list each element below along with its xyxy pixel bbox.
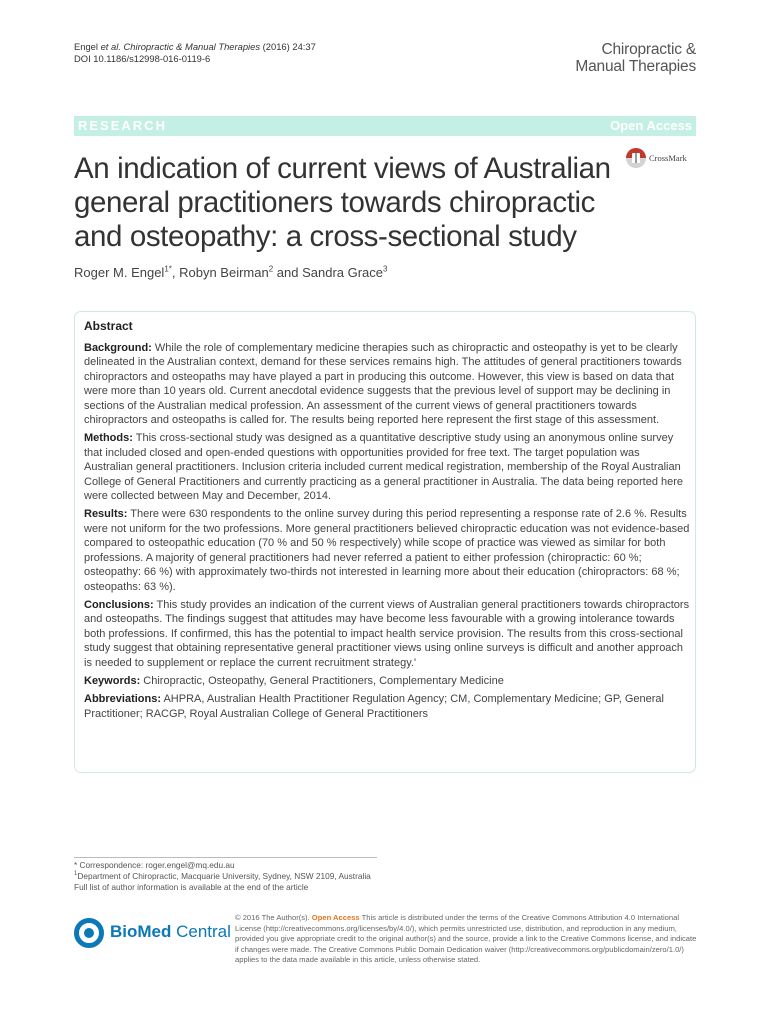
journal-logo — [575, 41, 696, 75]
publisher-name-rest: Central — [171, 922, 231, 941]
author-2[interactable]: , Robyn Beirman — [171, 265, 269, 280]
abbreviations-text: AHPRA, Australian Health Practitioner Regulation Agency; CM, Complementary Medicine; GP, General Practitioner; RACGP, Royal Australian College of General Practitioners — [84, 693, 664, 720]
citation-volume: (2016) 24:37 — [260, 41, 316, 52]
author-info-note: Full list of author information is available at the end of the article — [74, 882, 309, 892]
affiliation-number: 1 — [74, 871, 78, 878]
results-text: There were 630 respondents to the online survey during this period representing a response rate of 2.6 %. Results were not uniform for the two professions. More general practitioners believed chiropractic education was not evidence-based compared to osteopathic education (70 % and 50 % respectively) while scope of practice was viewed as similar for both professions. A majority of general practitioners had never referred a patient to either profession (chiropractic: 60 %; osteopathy: 66 %) with approximately two-thirds not interested in learning more about their education (chiropractors: 68 %; osteopaths: 63 %). — [84, 508, 690, 593]
biomed-central-logo — [74, 918, 234, 950]
abstract-background — [84, 341, 690, 427]
citation-etal: et al. — [100, 41, 121, 52]
abstract-keywords — [84, 674, 690, 688]
citation-line — [74, 41, 316, 53]
crossmark-button[interactable] — [626, 148, 700, 168]
keywords-label: Keywords: — [84, 674, 141, 687]
author-1-affiliation: 1* — [164, 264, 172, 274]
article-type-label: RESEARCH — [78, 118, 167, 133]
conclusions-text: This study provides an indication of the current views of Australian general practitioners towards chiropractors and osteopaths. The findings suggest that attitudes may have become less favourable with a growing intolerance towards both professions. If confirmed, this has the potential to impact health service provision. The results from this cross-sectional study suggest that obtaining representative general practitioner views using online surveys is difficult and another approach is needed to supplement or replace the current recruitment strategy.' — [84, 598, 690, 669]
author-1[interactable]: Roger M. Engel — [74, 265, 165, 280]
journal-logo-line1: Chiropractic & — [601, 41, 696, 58]
doi[interactable]: DOI 10.1186/s12998-016-0119-6 — [74, 53, 211, 64]
license-statement — [235, 913, 697, 966]
crossmark-icon — [626, 148, 646, 168]
publisher-name — [110, 922, 231, 942]
results-label: Results: — [84, 508, 128, 521]
abstract-box — [74, 311, 696, 773]
citation-journal: Chiropractic & Manual Therapies — [120, 41, 261, 52]
open-access-text: Open Access — [311, 913, 360, 922]
open-access-label: Open Access — [610, 118, 692, 133]
abstract-abbreviations — [84, 692, 690, 721]
abstract-results — [84, 507, 690, 593]
citation-header — [74, 41, 316, 65]
copyright-text: © 2016 The Author(s). — [235, 913, 312, 922]
biomed-central-icon — [74, 918, 104, 948]
methods-label: Methods: — [84, 432, 133, 445]
author-3-affiliation: 3 — [383, 264, 388, 274]
conclusions-label: Conclusions: — [84, 598, 154, 611]
abbreviations-label: Abbreviations: — [84, 693, 162, 706]
article-type-banner — [74, 116, 696, 136]
footnotes — [74, 860, 377, 893]
background-label: Background: — [84, 342, 152, 354]
author-list — [74, 265, 387, 280]
footnote-divider — [74, 857, 377, 858]
abstract-methods — [84, 431, 690, 503]
abstract-content — [84, 319, 690, 725]
abstract-conclusions — [84, 598, 690, 670]
affiliation-text: Department of Chiropractic, Macquarie University, Sydney, NSW 2109, Australia — [77, 871, 371, 881]
publisher-name-bold: BioMed — [110, 922, 172, 941]
keywords-text: Chiropractic, Osteopathy, General Practitioners, Complementary Medicine — [140, 674, 504, 687]
background-text: While the role of complementary medicine therapies such as chiropractic and osteopathy is yet to be clearly delineated in the Australian context, demand for these services remains high. The attitudes of general practitioners towards chiropractors and osteopaths may have played a part in producing this outcome. However, this view is based on data that were more than 10 years old. Current anecdotal evidence suggests that the previous level of support may be declining in sections of the Australian medical profession. An assessment of the current views of general practitioners towards chiropractors and osteopaths is called for. The results being reported here represent the first stage of this assessment. — [84, 342, 682, 427]
article-title: An indication of current views of Australian general practitioners towards chiropractic and osteopathy: a cross-sectional study — [74, 152, 611, 253]
author-3[interactable]: and Sandra Grace — [273, 265, 384, 280]
methods-text: This cross-sectional study was designed as a quantitative descriptive study using an anonymous online survey that included closed and open-ended questions with opportunities provided for free text. The target population was Australian general practitioners. Inclusion criteria included current medical registration, membership of the Royal Australian College of General Practitioners and currently practicing as a general practitioner in Australia. The data being reported here were collected between May and December, 2014. — [84, 432, 684, 503]
citation-author: Engel — [74, 41, 101, 52]
license-text: This article is distributed under the terms of the Creative Commons Attribution 4.0 International License (http://creativecommons.org/licenses/by/4.0/), which permits unrestricted use, distribution, and reproduction in any medium, provided you give appropriate credit to the original author(s) and the source, provide a link to the Creative Commons license, and indicate if changes were made. The Creative Commons Public Domain Dedication waiver (http://creativecommons.org/publicdomain/zero/1.0/) applies to the data made available in this article, unless otherwise stated. — [235, 913, 697, 965]
author-2-affiliation: 2 — [268, 264, 274, 274]
abstract-heading: Abstract — [84, 319, 133, 333]
affiliation — [74, 871, 377, 882]
crossmark-label: CrossMark — [649, 153, 687, 163]
journal-logo-line2: Manual Therapies — [575, 58, 696, 75]
correspondence[interactable]: * Correspondence: roger.engel@mq.edu.au — [74, 860, 235, 870]
